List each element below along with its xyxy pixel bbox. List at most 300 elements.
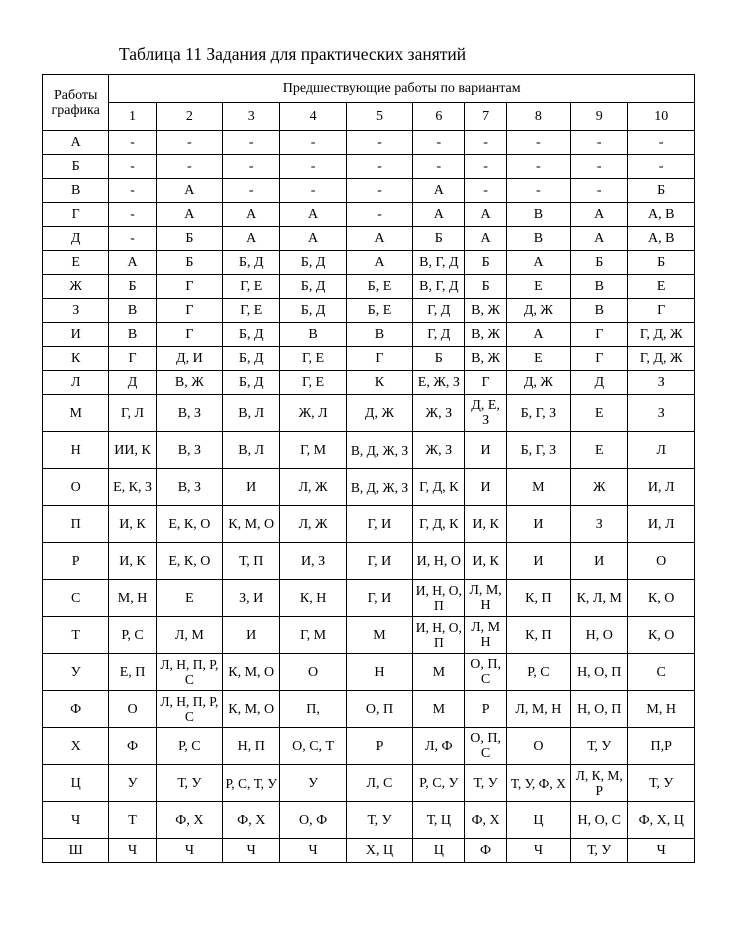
predecessor-cell: Л, Ж	[280, 506, 346, 543]
predecessor-cell: А	[280, 227, 346, 251]
predecessor-cell: Ф	[109, 728, 156, 765]
predecessor-cell: В, Л	[223, 432, 280, 469]
header-row-label: Работы графика	[43, 75, 109, 131]
predecessor-cell: О, П, С	[465, 654, 506, 691]
predecessor-cell: -	[223, 155, 280, 179]
work-label: З	[43, 299, 109, 323]
predecessor-cell: Е	[571, 432, 628, 469]
predecessor-cell: В	[109, 323, 156, 347]
work-label: Т	[43, 617, 109, 654]
work-label: С	[43, 580, 109, 617]
predecessor-cell: Н, О, П	[571, 691, 628, 728]
variant-header: 1	[109, 103, 156, 131]
table-row	[43, 299, 695, 323]
predecessor-cell: О	[280, 654, 346, 691]
predecessor-cell: Ч	[280, 839, 346, 863]
predecessor-cell: З	[628, 371, 695, 395]
predecessor-cell: Г, Е	[280, 347, 346, 371]
predecessor-cell: -	[280, 131, 346, 155]
predecessor-cell: О, Ф	[280, 802, 346, 839]
predecessor-cell: Ж	[571, 469, 628, 506]
predecessor-cell: -	[109, 155, 156, 179]
variant-header: 4	[280, 103, 346, 131]
variant-header: 9	[571, 103, 628, 131]
predecessor-cell: Л, С	[346, 765, 412, 802]
predecessor-cell: Б	[413, 227, 465, 251]
predecessor-cell: Б, Д	[223, 371, 280, 395]
predecessor-cell: Р	[465, 691, 506, 728]
predecessor-cell: А	[156, 203, 222, 227]
predecessor-cell: -	[506, 131, 570, 155]
predecessor-cell: А	[156, 179, 222, 203]
predecessor-cell: Е	[156, 580, 222, 617]
predecessor-cell: У	[280, 765, 346, 802]
predecessor-cell: Л, Ф	[413, 728, 465, 765]
predecessor-cell: -	[465, 131, 506, 155]
predecessor-cell: Г, Л	[109, 395, 156, 432]
predecessor-cell: Х, Ц	[346, 839, 412, 863]
predecessor-cell: С	[628, 654, 695, 691]
predecessor-cell: К, Н	[280, 580, 346, 617]
predecessor-cell: И	[465, 432, 506, 469]
table-row	[43, 802, 695, 839]
predecessor-cell: В, З	[156, 432, 222, 469]
predecessor-cell: Л	[628, 432, 695, 469]
work-label: Д	[43, 227, 109, 251]
predecessor-cell: -	[346, 131, 412, 155]
predecessor-cell: Р, С	[156, 728, 222, 765]
predecessor-cell: Ф, Х, Ц	[628, 802, 695, 839]
predecessor-cell: Е	[506, 275, 570, 299]
predecessor-cell: Е	[571, 395, 628, 432]
predecessor-cell: Б, Е	[346, 275, 412, 299]
predecessor-cell: -	[280, 155, 346, 179]
predecessor-cell: Б	[156, 227, 222, 251]
predecessor-cell: -	[346, 155, 412, 179]
table-row	[43, 543, 695, 580]
predecessor-cell: -	[223, 131, 280, 155]
predecessor-cell: Б, Д	[280, 251, 346, 275]
predecessor-cell: К, М, О	[223, 506, 280, 543]
predecessor-cell: О	[109, 691, 156, 728]
predecessor-cell: В, Д, Ж, З	[346, 432, 412, 469]
predecessor-cell: Ч	[156, 839, 222, 863]
predecessor-cell: Л, М, Н	[506, 691, 570, 728]
predecessor-cell: П,Р	[628, 728, 695, 765]
predecessor-cell: Е, П	[109, 654, 156, 691]
predecessor-cell: Г	[156, 299, 222, 323]
predecessor-cell: М	[413, 654, 465, 691]
predecessor-cell: -	[465, 179, 506, 203]
predecessor-cell: И, Л	[628, 469, 695, 506]
predecessor-cell: И	[506, 543, 570, 580]
predecessor-cell: М, Н	[628, 691, 695, 728]
predecessor-cell: Б, Д	[223, 251, 280, 275]
work-label: К	[43, 347, 109, 371]
predecessor-cell: Г	[571, 347, 628, 371]
variant-header: 10	[628, 103, 695, 131]
predecessor-cell: А	[465, 227, 506, 251]
work-label: Ч	[43, 802, 109, 839]
predecessor-cell: Е, К, З	[109, 469, 156, 506]
work-label: Ж	[43, 275, 109, 299]
predecessor-cell: Г, Д, К	[413, 469, 465, 506]
predecessor-cell: Н, О	[571, 617, 628, 654]
predecessor-cell: Ж, З	[413, 432, 465, 469]
table-row	[43, 580, 695, 617]
predecessor-cell: И	[223, 469, 280, 506]
predecessor-cell: Л, М Н	[465, 617, 506, 654]
predecessor-cell: Т	[109, 802, 156, 839]
predecessor-cell: -	[109, 227, 156, 251]
predecessor-cell: Г	[156, 323, 222, 347]
predecessor-cell: И, Н, О, П	[413, 580, 465, 617]
work-label: Ш	[43, 839, 109, 863]
predecessor-cell: Б	[109, 275, 156, 299]
table-row	[43, 691, 695, 728]
predecessor-cell: -	[571, 179, 628, 203]
predecessor-cell: В, Ж	[465, 323, 506, 347]
predecessor-cell: А, В	[628, 227, 695, 251]
predecessor-cell: Б	[465, 251, 506, 275]
predecessor-cell: Ц	[506, 802, 570, 839]
assignments-table	[42, 74, 695, 863]
predecessor-cell: П,	[280, 691, 346, 728]
work-label: В	[43, 179, 109, 203]
predecessor-cell: А	[346, 227, 412, 251]
predecessor-cell: А	[413, 203, 465, 227]
predecessor-cell: Р, С, У	[413, 765, 465, 802]
predecessor-cell: Г, М	[280, 432, 346, 469]
predecessor-cell: Ф, Х	[223, 802, 280, 839]
predecessor-cell: В, Г, Д	[413, 275, 465, 299]
predecessor-cell: Г	[156, 275, 222, 299]
predecessor-cell: Г	[109, 347, 156, 371]
predecessor-cell: И, З	[280, 543, 346, 580]
predecessor-cell: Г, Е	[280, 371, 346, 395]
predecessor-cell: Г	[346, 347, 412, 371]
predecessor-cell: А	[465, 203, 506, 227]
predecessor-cell: Б, Д	[223, 347, 280, 371]
predecessor-cell: Т, П	[223, 543, 280, 580]
predecessor-cell: Г	[571, 323, 628, 347]
predecessor-cell: Д, И	[156, 347, 222, 371]
table-body	[43, 75, 695, 863]
work-label: Л	[43, 371, 109, 395]
work-label: И	[43, 323, 109, 347]
table-row	[43, 251, 695, 275]
table-row	[43, 469, 695, 506]
variant-header: 6	[413, 103, 465, 131]
predecessor-cell: Н, О, П	[571, 654, 628, 691]
predecessor-cell: А	[413, 179, 465, 203]
predecessor-cell: Г, Д, Ж	[628, 323, 695, 347]
predecessor-cell: И, К	[465, 543, 506, 580]
predecessor-cell: Б	[465, 275, 506, 299]
work-label: Е	[43, 251, 109, 275]
predecessor-cell: И, Л	[628, 506, 695, 543]
predecessor-cell: -	[223, 179, 280, 203]
predecessor-cell: В	[280, 323, 346, 347]
work-label: Х	[43, 728, 109, 765]
predecessor-cell: В	[571, 275, 628, 299]
predecessor-cell: О, П	[346, 691, 412, 728]
predecessor-cell: Б	[156, 251, 222, 275]
predecessor-cell: В	[506, 227, 570, 251]
table-row	[43, 371, 695, 395]
predecessor-cell: Р, С, Т, У	[223, 765, 280, 802]
predecessor-cell: К, О	[628, 617, 695, 654]
predecessor-cell: З, И	[223, 580, 280, 617]
predecessor-cell: Д, Ж	[346, 395, 412, 432]
variant-header: 7	[465, 103, 506, 131]
table-row	[43, 227, 695, 251]
predecessor-cell: В, З	[156, 395, 222, 432]
predecessor-cell: -	[628, 155, 695, 179]
predecessor-cell: О	[628, 543, 695, 580]
predecessor-cell: Т, У	[346, 802, 412, 839]
table-row	[43, 179, 695, 203]
work-label: У	[43, 654, 109, 691]
header-span-label: Предшествующие работы по вариантам	[109, 75, 695, 103]
predecessor-cell: Ч	[628, 839, 695, 863]
predecessor-cell: -	[156, 131, 222, 155]
header-variants-row	[43, 103, 695, 131]
predecessor-cell: К, М, О	[223, 654, 280, 691]
predecessor-cell: Б, Г, З	[506, 432, 570, 469]
predecessor-cell: И	[223, 617, 280, 654]
predecessor-cell: Е, К, О	[156, 506, 222, 543]
predecessor-cell: Г, И	[346, 580, 412, 617]
predecessor-cell: Ф, Х	[156, 802, 222, 839]
predecessor-cell: И, К	[109, 506, 156, 543]
work-label: О	[43, 469, 109, 506]
predecessor-cell: Ф, Х	[465, 802, 506, 839]
predecessor-cell: Б, Д	[280, 299, 346, 323]
predecessor-cell: Т, У	[571, 839, 628, 863]
predecessor-cell: Г, Е	[223, 275, 280, 299]
predecessor-cell: Т, У	[628, 765, 695, 802]
predecessor-cell: М, Н	[109, 580, 156, 617]
table-row	[43, 131, 695, 155]
predecessor-cell: М	[413, 691, 465, 728]
predecessor-cell: К, М, О	[223, 691, 280, 728]
table-row	[43, 323, 695, 347]
predecessor-cell: Б	[571, 251, 628, 275]
predecessor-cell: В, Ж	[156, 371, 222, 395]
predecessor-cell: Г, И	[346, 506, 412, 543]
table-row	[43, 275, 695, 299]
predecessor-cell: Б, Д	[223, 323, 280, 347]
predecessor-cell: М	[346, 617, 412, 654]
predecessor-cell: М	[506, 469, 570, 506]
work-label: Р	[43, 543, 109, 580]
table-row	[43, 432, 695, 469]
predecessor-cell: Г, Д, К	[413, 506, 465, 543]
predecessor-cell: Ч	[109, 839, 156, 863]
predecessor-cell: ИИ, К	[109, 432, 156, 469]
predecessor-cell: В	[346, 323, 412, 347]
predecessor-cell: Ч	[506, 839, 570, 863]
variant-header: 2	[156, 103, 222, 131]
predecessor-cell: Д, Ж	[506, 371, 570, 395]
predecessor-cell: Б, Е	[346, 299, 412, 323]
predecessor-cell: В	[109, 299, 156, 323]
predecessor-cell: К, О	[628, 580, 695, 617]
predecessor-cell: К, П	[506, 580, 570, 617]
predecessor-cell: В, Г, Д	[413, 251, 465, 275]
predecessor-cell: В	[506, 203, 570, 227]
predecessor-cell: У	[109, 765, 156, 802]
predecessor-cell: Г	[628, 299, 695, 323]
predecessor-cell: -	[571, 131, 628, 155]
predecessor-cell: О	[506, 728, 570, 765]
predecessor-cell: Л, Н, П, Р, С	[156, 691, 222, 728]
predecessor-cell: И, К	[109, 543, 156, 580]
predecessor-cell: -	[109, 179, 156, 203]
predecessor-cell: Г, И	[346, 543, 412, 580]
predecessor-cell: -	[506, 179, 570, 203]
predecessor-cell: -	[506, 155, 570, 179]
predecessor-cell: -	[156, 155, 222, 179]
predecessor-cell: -	[346, 179, 412, 203]
work-label: Г	[43, 203, 109, 227]
predecessor-cell: И	[465, 469, 506, 506]
predecessor-cell: Е, Ж, З	[413, 371, 465, 395]
predecessor-cell: К, Л, М	[571, 580, 628, 617]
predecessor-cell: А	[506, 323, 570, 347]
predecessor-cell: Т, У	[465, 765, 506, 802]
predecessor-cell: И	[571, 543, 628, 580]
predecessor-cell: Г	[465, 371, 506, 395]
predecessor-cell: Е	[628, 275, 695, 299]
predecessor-cell: Т, У, Ф, Х	[506, 765, 570, 802]
predecessor-cell: В, Ж	[465, 299, 506, 323]
predecessor-cell: А	[346, 251, 412, 275]
table-row	[43, 654, 695, 691]
predecessor-cell: И, Н, О, П	[413, 617, 465, 654]
predecessor-cell: В	[571, 299, 628, 323]
predecessor-cell: -	[413, 155, 465, 179]
variant-header: 5	[346, 103, 412, 131]
predecessor-cell: Ч	[223, 839, 280, 863]
predecessor-cell: Г, Д, Ж	[628, 347, 695, 371]
predecessor-cell: О, С, Т	[280, 728, 346, 765]
variant-header: 8	[506, 103, 570, 131]
predecessor-cell: И, Н, О	[413, 543, 465, 580]
predecessor-cell: -	[628, 131, 695, 155]
predecessor-cell: В, Д, Ж, З	[346, 469, 412, 506]
predecessor-cell: В, Л	[223, 395, 280, 432]
predecessor-cell: Т, У	[156, 765, 222, 802]
predecessor-cell: А	[109, 251, 156, 275]
predecessor-cell: О, П, С	[465, 728, 506, 765]
work-label: П	[43, 506, 109, 543]
table-row	[43, 395, 695, 432]
table-row	[43, 728, 695, 765]
predecessor-cell: Д, Ж	[506, 299, 570, 323]
predecessor-cell: А	[506, 251, 570, 275]
predecessor-cell: Р, С	[109, 617, 156, 654]
predecessor-cell: -	[109, 203, 156, 227]
predecessor-cell: А	[223, 227, 280, 251]
predecessor-cell: Е, К, О	[156, 543, 222, 580]
table-row	[43, 203, 695, 227]
predecessor-cell: Б	[413, 347, 465, 371]
work-label: Ц	[43, 765, 109, 802]
predecessor-cell: А	[571, 227, 628, 251]
predecessor-cell: И, К	[465, 506, 506, 543]
predecessor-cell: -	[109, 131, 156, 155]
predecessor-cell: Б, Г, З	[506, 395, 570, 432]
predecessor-cell: -	[413, 131, 465, 155]
predecessor-cell: Л, Н, П, Р, С	[156, 654, 222, 691]
predecessor-cell: А, В	[628, 203, 695, 227]
table-row	[43, 506, 695, 543]
predecessor-cell: А	[571, 203, 628, 227]
predecessor-cell: Н	[346, 654, 412, 691]
predecessor-cell: Д, Е, З	[465, 395, 506, 432]
predecessor-cell: -	[280, 179, 346, 203]
work-label: Ф	[43, 691, 109, 728]
table-row	[43, 155, 695, 179]
predecessor-cell: Л, М, Н	[465, 580, 506, 617]
predecessor-cell: З	[628, 395, 695, 432]
predecessor-cell: Б	[628, 179, 695, 203]
table-caption: Таблица 11 Задания для практических занятий	[119, 44, 467, 64]
work-label: Н	[43, 432, 109, 469]
work-label: М	[43, 395, 109, 432]
work-label: Б	[43, 155, 109, 179]
predecessor-cell: Е	[506, 347, 570, 371]
predecessor-cell: Г, Д	[413, 299, 465, 323]
header-row	[43, 75, 695, 103]
predecessor-cell: -	[346, 203, 412, 227]
predecessor-cell: В, Ж	[465, 347, 506, 371]
predecessor-cell: -	[571, 155, 628, 179]
predecessor-cell: Ф	[465, 839, 506, 863]
predecessor-cell: К	[346, 371, 412, 395]
predecessor-cell: Ц	[413, 839, 465, 863]
predecessor-cell: Н, О, С	[571, 802, 628, 839]
predecessor-cell: Р, С	[506, 654, 570, 691]
predecessor-cell: Ж, Л	[280, 395, 346, 432]
table-row	[43, 765, 695, 802]
variant-header: 3	[223, 103, 280, 131]
predecessor-cell: З	[571, 506, 628, 543]
predecessor-cell: Б	[628, 251, 695, 275]
predecessor-cell: Б, Д	[280, 275, 346, 299]
table-row	[43, 617, 695, 654]
work-label: А	[43, 131, 109, 155]
predecessor-cell: Т, Ц	[413, 802, 465, 839]
predecessor-cell: Л, Ж	[280, 469, 346, 506]
predecessor-cell: -	[465, 155, 506, 179]
predecessor-cell: Ж, З	[413, 395, 465, 432]
predecessor-cell: Л, М	[156, 617, 222, 654]
predecessor-cell: Н, П	[223, 728, 280, 765]
predecessor-cell: Д	[571, 371, 628, 395]
predecessor-cell: И	[506, 506, 570, 543]
predecessor-cell: Т, У	[571, 728, 628, 765]
predecessor-cell: Г, Е	[223, 299, 280, 323]
table-row	[43, 347, 695, 371]
predecessor-cell: В, З	[156, 469, 222, 506]
table-row	[43, 839, 695, 863]
predecessor-cell: Р	[346, 728, 412, 765]
predecessor-cell: Г, Д	[413, 323, 465, 347]
predecessor-cell: А	[223, 203, 280, 227]
